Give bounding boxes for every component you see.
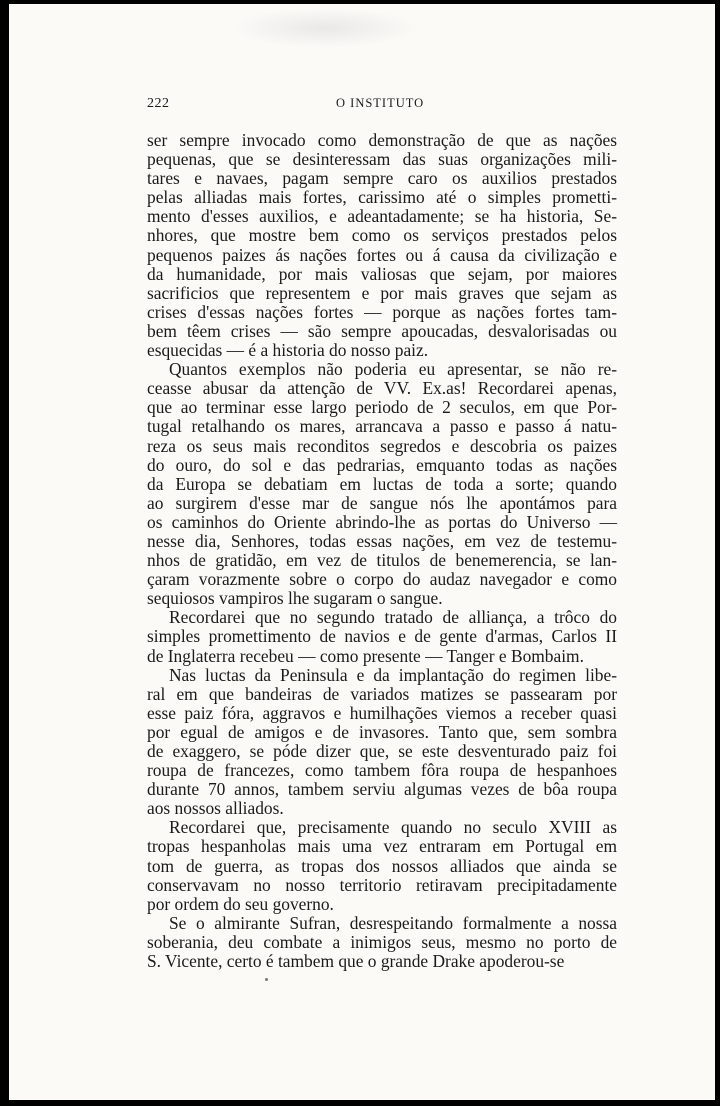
- text-line: tares e navaes, pagam sempre caro os auxilios prestados: [147, 168, 617, 189]
- text-line: nhores, que mostre bem como os serviços prestados pelos: [147, 225, 617, 246]
- text-line: ao surgirem d'esse mar de sangue nós lhe apontámos para: [147, 492, 617, 513]
- text-line: que ao terminar esse largo periodo de 2 seculos, em que Por-: [147, 397, 617, 418]
- text-line: çaram vorazmente sobre o corpo do audaz navegador e como: [147, 569, 617, 590]
- text-line: pequenas, que se desinteressam das suas organizações mili-: [147, 149, 617, 170]
- text-line: da Europa se debatiam em luctas de toda a sorte; quando: [147, 473, 617, 494]
- text-line: pelas alliadas mais fortes, carissimo até o simples prometti-: [147, 187, 617, 208]
- text-line: ser sempre invocado como demonstração de que as nações: [147, 130, 617, 150]
- text-line: da humanidade, por mais valiosas que sejam, por maiores: [147, 263, 617, 284]
- text-line: de exaggero, se póde dizer que, se este desventurado paiz foi: [147, 741, 617, 761]
- text-line: Recordarei que, precisamente quando no seculo XVIII as: [169, 817, 617, 838]
- paragraph: [147, 666, 617, 819]
- text-line: aos nossos alliados.: [147, 798, 284, 819]
- scan-border-right: [715, 0, 720, 1106]
- scan-border-top: [0, 0, 720, 4]
- scan-border-bottom: [0, 1100, 720, 1106]
- text-line: S. Vicente, certo é tambem que o grande Drake apoderou-se: [147, 951, 565, 972]
- text-line: simples promettimento de navios e de gente d'armas, Carlos II: [147, 626, 617, 647]
- text-line: bem têem crises — são sempre apoucadas, desvalorisadas ou: [147, 320, 617, 341]
- text-line: mento d'esses auxilios, e adeantadamente; se ha historia, Se-: [147, 206, 617, 227]
- text-line: esse paiz fóra, aggravos e humilhações viemos a receber quasi: [147, 702, 617, 723]
- paragraph: [147, 360, 617, 608]
- text-line: conservavam no nosso territorio retiravam precipitadamente: [147, 874, 617, 895]
- text-line: Quantos exemplos não poderia eu apresentar, se não re-: [169, 359, 617, 380]
- text-line: sequiosos vampiros lhe sugaram o sangue.: [147, 588, 443, 609]
- text-line: Se o almirante Sufran, desrespeitando formalmente a nossa: [169, 912, 617, 933]
- scan-border-left: [0, 0, 9, 1106]
- text-line: sacrificios que representem e por mais graves que sejam as: [147, 282, 617, 303]
- body-text: [147, 131, 617, 971]
- text-line: roupa de francezes, como tambem fôra roupa de hespanhoes: [147, 760, 617, 781]
- text-line: pequenos paizes ás nações fortes ou á causa da civilização e: [147, 244, 617, 265]
- text-line: de Inglaterra recebeu — como presente — Tanger e Bombaim.: [147, 645, 584, 666]
- text-line: tropas hespanholas mais uma vez entraram em Portugal em: [147, 836, 617, 857]
- paragraph: [147, 608, 617, 665]
- text-line: ral em que bandeiras de variados matizes se passearam por: [147, 683, 617, 704]
- text-line: Recordarei que no segundo tratado de alliança, a trôco do: [169, 607, 617, 628]
- text-line: por egual de amigos e de invasores. Tanto que, sem sombra: [147, 721, 617, 742]
- text-line: esquecidas — é a historia do nosso paiz.: [147, 340, 429, 361]
- paragraph: [147, 131, 617, 360]
- text-line: Nas luctas da Peninsula e da implantação do regimen libe-: [169, 664, 617, 685]
- running-head: O INSTITUTO: [336, 96, 425, 110]
- text-line: tom de guerra, as tropas dos nossos alliados que ainda se: [147, 855, 617, 876]
- page-header: [147, 96, 617, 116]
- text-line: por ordem do seu governo.: [147, 893, 334, 914]
- text-line: ceasse abusar da attenção de VV. Ex.as! Recordarei apenas,: [147, 378, 617, 399]
- paragraph: [147, 914, 617, 971]
- text-line: durante 70 annos, tambem serviu algumas vezes de bôa roupa: [147, 779, 617, 800]
- paper-smudge: [230, 8, 420, 48]
- text-line: soberania, deu combate a inimigos seus, mesmo no porto de: [147, 931, 617, 952]
- text-line: reza os seus mais reconditos segredos e descobria os paizes: [147, 435, 617, 456]
- page-number: 222: [147, 96, 170, 111]
- text-line: nesse dia, Senhores, todas essas nações, em vez de testemu-: [147, 530, 617, 551]
- text-line: do ouro, do sol e das pedrarias, emquanto todas as nações: [147, 454, 617, 475]
- text-line: os caminhos do Oriente abrindo-lhe as portas do Universo —: [147, 511, 617, 532]
- paragraph: [147, 818, 617, 913]
- text-line: crises d'essas nações fortes — porque as nações fortes tam-: [147, 301, 617, 322]
- text-line: nhos de gratidão, em vez de titulos de benemerencia, se lan-: [147, 550, 617, 571]
- ink-speck: [265, 978, 268, 981]
- text-line: tugal retalhando os mares, arrancava a passo e passo á natu-: [147, 416, 617, 437]
